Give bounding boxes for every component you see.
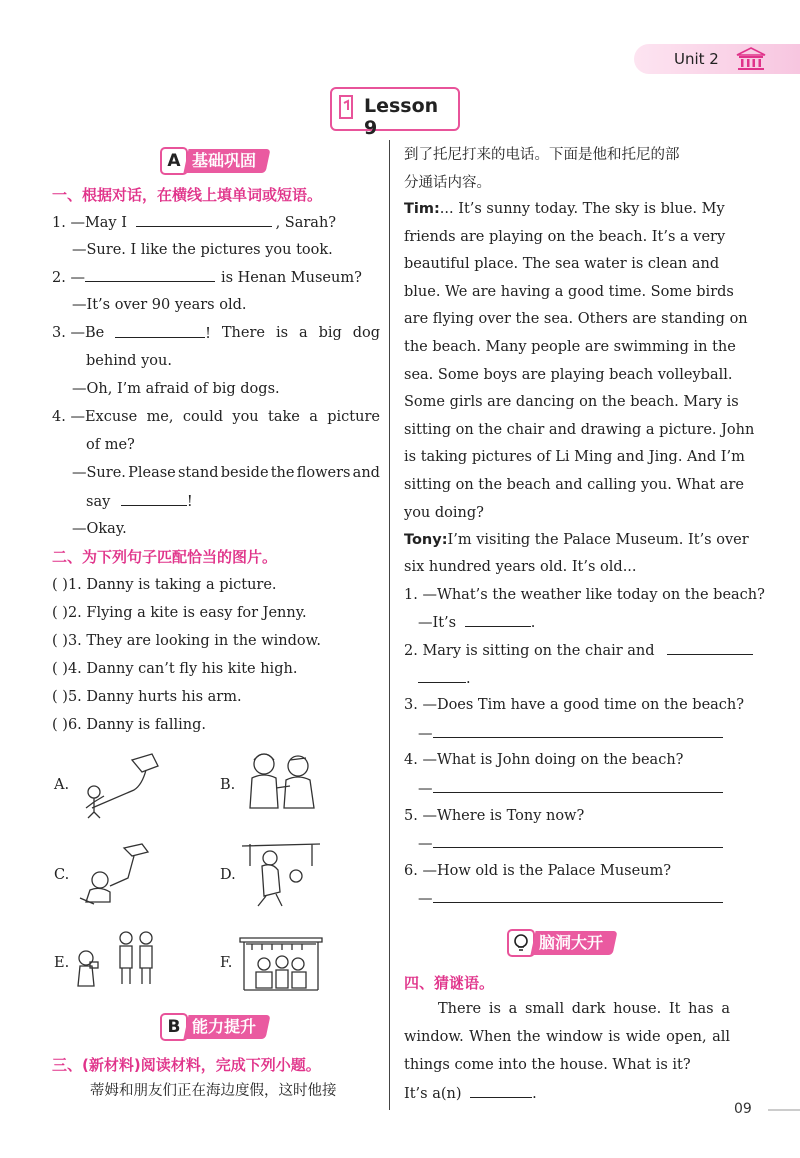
q4-cont: of me? bbox=[86, 437, 135, 453]
museum-icon bbox=[736, 47, 766, 71]
q2-suffix: is Henan Museum? bbox=[220, 270, 362, 286]
q4r-w5: flowers bbox=[296, 465, 351, 481]
match-item-6 bbox=[52, 715, 206, 735]
tim-line bbox=[404, 282, 734, 302]
q4r-w4: the bbox=[270, 465, 295, 481]
q1-line bbox=[52, 212, 336, 233]
r2-w2: the bbox=[516, 1029, 541, 1045]
tim-text: blue. We are having a good time. Some birds bbox=[404, 283, 734, 300]
tony-label: Tony: bbox=[404, 532, 448, 548]
rq6-blank[interactable] bbox=[433, 888, 723, 903]
tony-line-1 bbox=[404, 530, 749, 550]
lightbulb-icon bbox=[509, 931, 533, 955]
tim-line bbox=[404, 475, 744, 495]
q4-w4: take bbox=[268, 409, 300, 425]
answer-paren[interactable]: ( ) bbox=[52, 605, 68, 621]
answer-paren[interactable]: ( ) bbox=[52, 689, 68, 705]
q4-excl: ! bbox=[186, 494, 193, 510]
section-a-letter: A bbox=[160, 147, 188, 175]
q3-reply: —Oh, I’m afraid of big dogs. bbox=[72, 381, 280, 397]
answer-paren[interactable]: ( ) bbox=[52, 661, 68, 677]
rq5-blank[interactable] bbox=[433, 833, 723, 848]
rq2-period: . bbox=[466, 671, 471, 687]
rq2-blank[interactable] bbox=[667, 640, 753, 655]
q3-prefix: 3. —Be bbox=[52, 325, 105, 341]
tim-text: sitting on the chair and drawing a picture. John bbox=[404, 421, 755, 438]
tim-line bbox=[404, 199, 725, 219]
dash: — bbox=[418, 891, 433, 907]
rq6-answer bbox=[418, 888, 723, 909]
tim-line bbox=[404, 365, 733, 385]
tim-text: Some girls are dancing on the beach. Mary is bbox=[404, 394, 739, 411]
q4-reply bbox=[72, 463, 380, 483]
page-number: 09 bbox=[734, 1101, 752, 1117]
q4r-w6: and bbox=[352, 465, 380, 481]
rq4-blank[interactable] bbox=[433, 778, 723, 793]
rq5: 5. —Where is Tony now? bbox=[404, 808, 585, 824]
rq1: 1. —What’s the weather like today on the beach? bbox=[404, 587, 765, 603]
rq4: 4. —What is John doing on the beach? bbox=[404, 752, 684, 768]
kite-low-picture bbox=[70, 838, 162, 910]
match-item-2 bbox=[52, 603, 307, 623]
q1-blank[interactable] bbox=[136, 212, 272, 227]
part3-intro-1: 蒂姆和朋友们正在海边度假，这时他接 bbox=[90, 1083, 337, 1099]
dash: — bbox=[418, 726, 433, 742]
r1-w3: small bbox=[524, 1001, 565, 1017]
hurt-arm-picture bbox=[236, 748, 326, 814]
dash: — bbox=[418, 836, 433, 852]
pic-label-c: C. bbox=[54, 867, 70, 883]
r1-w5: house. bbox=[613, 1001, 662, 1017]
q4-line bbox=[52, 407, 380, 427]
r2-w5: wide bbox=[625, 1029, 661, 1045]
q2-line bbox=[52, 267, 362, 288]
rq1-its: —It’s bbox=[418, 615, 457, 631]
pic-label-d: D. bbox=[220, 867, 236, 883]
r1-w1: is bbox=[488, 1001, 501, 1017]
tim-label: Tim: bbox=[404, 201, 440, 217]
q4-say-line bbox=[86, 491, 193, 512]
q2-prefix: 2. — bbox=[52, 270, 85, 286]
answer-paren[interactable]: ( ) bbox=[52, 717, 68, 733]
q3-cont: behind you. bbox=[86, 353, 172, 369]
match-item-5 bbox=[52, 687, 242, 707]
r2-w0: window. bbox=[404, 1029, 464, 1045]
rq1-reply bbox=[418, 612, 535, 633]
dash: — bbox=[418, 781, 433, 797]
riddle-answer-prefix: It’s a(n) bbox=[404, 1086, 462, 1102]
q3-w1: is bbox=[275, 325, 289, 341]
rq4-answer bbox=[418, 778, 723, 799]
q4r-w2: stand bbox=[177, 465, 219, 481]
pic-label-a: A. bbox=[54, 777, 70, 793]
column-divider bbox=[389, 140, 390, 1110]
q4-w1: me, bbox=[146, 409, 174, 425]
tim-text: sitting on the beach and calling you. What are bbox=[404, 477, 744, 493]
part1-title: 一、根据对话，在横线上填单词或短语。 bbox=[52, 186, 323, 204]
tim-line bbox=[404, 447, 745, 467]
riddle-answer bbox=[404, 1083, 537, 1104]
q3-w2: a bbox=[298, 325, 308, 341]
match-item-4 bbox=[52, 659, 297, 679]
section-b-letter: B bbox=[160, 1013, 188, 1041]
r1-w2: a bbox=[508, 1001, 518, 1017]
unit-tab bbox=[634, 44, 800, 74]
tim-text: the beach. Many people are swimming in the bbox=[404, 339, 736, 355]
rq2 bbox=[404, 640, 753, 661]
kite-flying-picture bbox=[72, 750, 164, 820]
q4r-w3: beside bbox=[220, 465, 269, 481]
tim-text: is taking pictures of Li Ming and Jing. And I’m bbox=[404, 449, 745, 466]
r1-w0: There bbox=[438, 1001, 482, 1017]
tony-text-1: I’m visiting the Palace Museum. It’s over bbox=[447, 532, 749, 548]
r2-w1: When bbox=[469, 1029, 512, 1045]
section-a-label: 基础巩固 bbox=[192, 151, 257, 170]
r1-w8: a bbox=[721, 1001, 730, 1017]
tim-line bbox=[404, 420, 754, 440]
match-text: 4. Danny can’t fly his kite high. bbox=[67, 661, 298, 677]
match-text: 1. Danny is taking a picture. bbox=[67, 577, 277, 593]
part3-intro-3: 分通话内容。 bbox=[404, 175, 491, 191]
taking-picture-picture bbox=[70, 926, 162, 996]
r1-w7: has bbox=[688, 1001, 714, 1017]
section-a-bar bbox=[183, 149, 270, 173]
rq1-blank[interactable] bbox=[465, 612, 531, 627]
riddle-blank[interactable] bbox=[470, 1083, 532, 1098]
falling-picture bbox=[236, 836, 324, 910]
rq2-cont bbox=[418, 668, 471, 689]
q3-excl: ! bbox=[205, 326, 211, 342]
part3-title: 三、(新材料)阅读材料，完成下列小题。 bbox=[52, 1056, 321, 1074]
q1-reply: —Sure. I like the pictures you took. bbox=[72, 242, 333, 258]
book-icon bbox=[338, 94, 356, 122]
tim-text: sea. Some boys are playing beach volleyball. bbox=[404, 366, 733, 383]
q3-w0: There bbox=[221, 325, 265, 341]
tim-line bbox=[404, 227, 725, 247]
tim-line bbox=[404, 392, 739, 412]
tim-text: beautiful place. The sea water is clean and bbox=[404, 256, 720, 273]
q4r-w1: Please bbox=[128, 465, 176, 481]
match-text: 2. Flying a kite is easy for Jenny. bbox=[67, 605, 307, 621]
q1-suffix: , Sarah? bbox=[275, 215, 337, 231]
rq2-text: 2. Mary is sitting on the chair and bbox=[404, 643, 655, 659]
part3-intro-2: 到了托尼打来的电话。下面是他和托尼的部 bbox=[404, 147, 680, 163]
rq3-answer bbox=[418, 723, 723, 744]
riddle-line-1 bbox=[438, 999, 730, 1019]
match-item-1 bbox=[52, 575, 277, 595]
tim-line bbox=[404, 309, 748, 329]
r2-w6: open, bbox=[666, 1029, 707, 1045]
section-c-label: 脑洞大开 bbox=[539, 933, 604, 952]
tim-text: ... It’s sunny today. The sky is blue. My bbox=[439, 201, 725, 217]
tim-text: are flying over the sea. Others are standing on bbox=[404, 311, 748, 328]
part2-title: 二、为下列句子匹配恰当的图片。 bbox=[52, 548, 278, 566]
window-picture bbox=[236, 930, 326, 996]
rq6: 6. —How old is the Palace Museum? bbox=[404, 863, 672, 879]
riddle-period: . bbox=[532, 1086, 537, 1102]
tim-text: friends are playing on the beach. It’s a very bbox=[404, 228, 726, 245]
riddle-line-3: things come into the house. What is it? bbox=[404, 1057, 691, 1073]
rq3-blank[interactable] bbox=[433, 723, 723, 738]
unit-label: Unit 2 bbox=[674, 50, 719, 68]
rq1-period: . bbox=[530, 615, 536, 631]
r1-w6: It bbox=[668, 1001, 681, 1017]
q2-reply: —It’s over 90 years old. bbox=[72, 297, 247, 313]
answer-paren[interactable]: ( ) bbox=[52, 577, 68, 593]
page-line bbox=[768, 1109, 800, 1111]
section-b-label: 能力提升 bbox=[192, 1017, 257, 1036]
q4-w6: picture bbox=[327, 409, 380, 425]
section-c-bar bbox=[530, 931, 617, 955]
q1-prefix: 1. —May I bbox=[52, 215, 127, 231]
match-item-3 bbox=[52, 631, 321, 651]
answer-paren[interactable]: ( ) bbox=[52, 633, 68, 649]
q2-blank[interactable] bbox=[85, 267, 215, 282]
tony-line-2: six hundred years old. It’s old... bbox=[404, 559, 637, 575]
part4-title: 四、猜谜语。 bbox=[404, 974, 495, 992]
tim-line bbox=[404, 254, 719, 274]
match-text: 3. They are looking in the window. bbox=[67, 633, 321, 649]
q4-w3: you bbox=[232, 409, 259, 425]
q4r-w0: —Sure. bbox=[72, 465, 126, 481]
q4-w5: a bbox=[309, 409, 318, 425]
pic-label-e: E. bbox=[54, 955, 70, 971]
q4-blank[interactable] bbox=[121, 491, 187, 506]
tim-line bbox=[404, 337, 736, 357]
r2-w3: window bbox=[545, 1029, 603, 1045]
q3-w3: big bbox=[318, 325, 342, 341]
rq5-answer bbox=[418, 833, 723, 854]
q3-w4: dog bbox=[352, 325, 380, 341]
q4-w0: 4. —Excuse bbox=[52, 409, 138, 425]
rq3: 3. —Does Tim have a good time on the beach? bbox=[404, 697, 745, 713]
rq2-blank-2[interactable] bbox=[418, 668, 466, 683]
pic-label-b: B. bbox=[220, 777, 236, 793]
q4-say: say bbox=[86, 494, 111, 510]
r2-w4: is bbox=[608, 1029, 621, 1045]
q3-blank[interactable] bbox=[115, 323, 205, 338]
q3-line bbox=[52, 323, 380, 344]
tim-text: you doing? bbox=[404, 504, 484, 521]
q4-w2: could bbox=[182, 409, 223, 425]
lesson-title: Lesson 9 bbox=[364, 95, 439, 139]
r1-w4: dark bbox=[571, 1001, 606, 1017]
match-text: 6. Danny is falling. bbox=[67, 717, 206, 733]
pic-label-f: F. bbox=[220, 955, 233, 971]
lesson-title-box bbox=[330, 87, 460, 139]
riddle-line-2 bbox=[404, 1027, 730, 1047]
q4-okay: —Okay. bbox=[72, 521, 127, 537]
tim-line bbox=[404, 503, 484, 523]
match-text: 5. Danny hurts his arm. bbox=[67, 689, 242, 705]
section-b-bar bbox=[183, 1015, 270, 1039]
r2-w7: all bbox=[712, 1029, 730, 1045]
